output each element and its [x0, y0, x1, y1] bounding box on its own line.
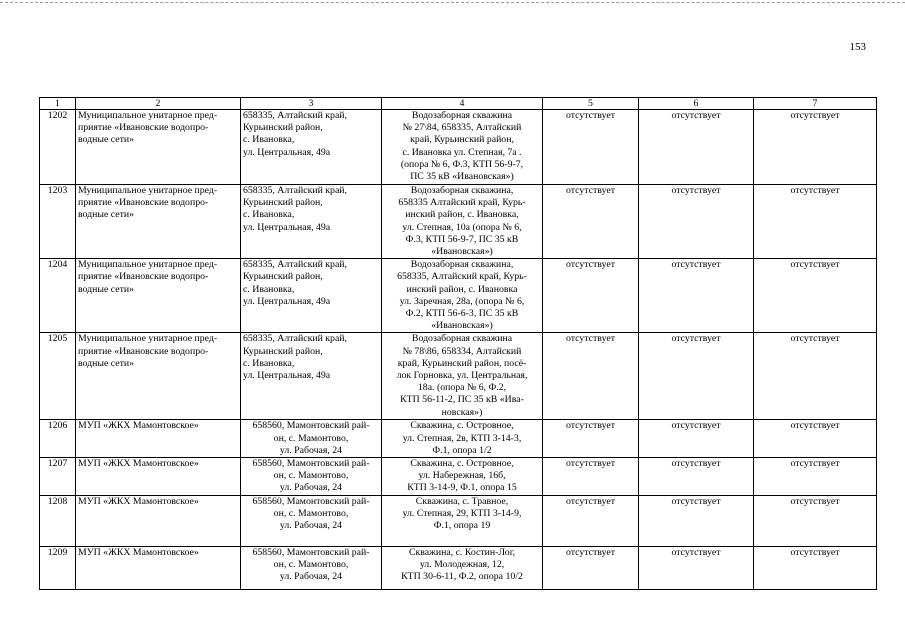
column-6-cell: отсутствует: [639, 185, 754, 259]
object-location-cell-line: с. Ивановка ул. Степная, 7а .: [402, 146, 522, 158]
table-row: [40, 333, 877, 420]
owner-address-cell-line: ул. Рабочая, 24: [279, 482, 343, 494]
owner-address-cell: [241, 495, 382, 546]
owner-address-cell-line: ул. Рабочая, 24: [279, 571, 343, 583]
column-6-cell: отсутствует: [639, 495, 754, 546]
object-location-cell-line: ул. Заречная, 28а, (опора № 6,: [399, 295, 525, 307]
owner-cell-line: МУП «ЖКХ Мамонтовское»: [78, 458, 199, 470]
column-5-cell: отсутствует: [543, 110, 639, 185]
object-location-cell-line: лок Горновка, ул. Центральная,: [396, 370, 528, 382]
owner-cell-line: приятие «Ивановские водопро-: [78, 122, 209, 134]
header-col-6: 6: [639, 98, 754, 110]
owner-cell-line: МУП «ЖКХ Мамонтовское»: [78, 420, 199, 432]
owner-address-cell: [241, 458, 382, 496]
owner-address-cell: [241, 110, 382, 185]
row-number-cell: 1203: [40, 185, 76, 259]
owner-cell-line: Муниципальное унитарное пред-: [78, 259, 218, 271]
object-location-cell-line: Водозаборная скважина,: [410, 185, 514, 196]
object-location-cell-line: КТП 30-6-11, Ф.2, опора 10/2: [401, 571, 523, 583]
owner-cell: [76, 420, 241, 458]
owner-address-cell-line: с. Ивановка,: [243, 134, 295, 146]
row-number-cell: 1208: [40, 495, 76, 546]
owner-address-cell: [241, 546, 382, 589]
object-location-cell-line: 658335 Алтайский край, Курь-: [398, 197, 526, 209]
object-location-cell-line: Скважина, с. Островное,: [410, 458, 514, 470]
owner-address-cell-line: он, с. Мамонтово,: [273, 470, 349, 482]
column-6-cell: отсутствует: [639, 420, 754, 458]
row-number-cell: 1204: [40, 259, 76, 333]
owner-cell: [76, 259, 241, 333]
object-location-cell: [382, 110, 543, 185]
owner-cell-line: Муниципальное унитарное пред-: [78, 185, 218, 196]
owner-address-cell-line: 658560, Мамонтовский рай-: [252, 458, 370, 470]
owner-address-cell-line: ул. Центральная, 49а: [243, 295, 331, 307]
owner-address-cell-line: Курьинский район,: [243, 345, 323, 357]
owner-cell: [76, 495, 241, 546]
owner-address-cell-line: Курьинский район,: [243, 197, 323, 209]
column-6-cell: отсутствует: [639, 458, 754, 496]
column-7-cell: отсутствует: [754, 546, 877, 589]
scan-edge-line: [0, 2, 905, 3]
object-location-cell-line: (опора № 6, Ф.3, КТП 56-9-7,: [400, 158, 524, 170]
owner-address-cell-line: он, с. Мамонтово,: [273, 507, 349, 519]
object-location-cell-line: ПС 35 кВ «Ивановская»): [410, 171, 514, 183]
owner-address-cell-line: 658335, Алтайский край,: [243, 185, 347, 196]
object-location-cell-line: Ф.1, опора 1/2: [432, 444, 492, 456]
column-6-cell: отсутствует: [639, 333, 754, 420]
column-5-cell: отсутствует: [543, 458, 639, 496]
object-location-cell-line: ул. Степная, 29, КТП 3-14-9,: [402, 507, 522, 519]
owner-address-cell: [241, 333, 382, 420]
header-col-5: 5: [543, 98, 639, 110]
column-5-cell: отсутствует: [543, 333, 639, 420]
object-location-cell-line: 658335, Алтайский край, Курь-: [397, 271, 527, 283]
object-location-cell: [382, 546, 543, 589]
table-row: [40, 110, 877, 185]
object-location-cell-line: край, Курьинский район,: [410, 134, 514, 146]
owner-address-cell-line: Курьинский район,: [243, 271, 323, 283]
header-col-7: 7: [754, 98, 877, 110]
owner-cell-line: Муниципальное унитарное пред-: [78, 333, 218, 345]
table-row: [40, 185, 877, 259]
header-col-3: 3: [241, 98, 382, 110]
object-location-cell-line: Водозаборная скважина,: [410, 259, 514, 271]
column-7-cell: отсутствует: [754, 333, 877, 420]
owner-address-cell-line: с. Ивановка,: [243, 283, 295, 295]
owner-address-cell-line: ул. Центральная, 49а: [243, 146, 331, 158]
object-location-cell-line: ул. Молодежная, 12,: [419, 558, 505, 570]
owner-address-cell-line: ул. Центральная, 49а: [243, 221, 331, 233]
page-number: 153: [849, 41, 866, 53]
header-col-2: 2: [76, 98, 241, 110]
owner-address-cell-line: 658335, Алтайский край,: [243, 259, 347, 271]
object-location-cell-line: Скважина, с. Костин-Лог,: [408, 546, 516, 558]
column-5-cell: отсутствует: [543, 420, 639, 458]
object-location-cell-line: Скважина, с. Островное,: [410, 420, 514, 432]
object-location-cell-line: ул. Степная, 2в, КТП 3-14-3,: [402, 432, 522, 444]
owner-cell: [76, 185, 241, 259]
column-7-cell: отсутствует: [754, 458, 877, 496]
object-location-cell-line: Водозаборная скважина: [411, 110, 513, 121]
table-header-row: [40, 98, 877, 110]
table-row: [40, 458, 877, 496]
owner-cell-line: МУП «ЖКХ Мамонтовское»: [78, 495, 199, 507]
owner-cell: [76, 546, 241, 589]
column-5-cell: отсутствует: [543, 495, 639, 546]
owner-cell-line: водные сети»: [78, 134, 135, 146]
object-location-cell: [382, 333, 543, 420]
object-location-cell-line: № 27\84, 658335, Алтайский: [402, 122, 522, 134]
column-7-cell: отсутствует: [754, 185, 877, 259]
object-location-cell-line: Водозаборная скважина: [411, 333, 513, 345]
object-location-cell-line: инский район, с. Ивановка: [406, 283, 518, 295]
column-7-cell: отсутствует: [754, 495, 877, 546]
column-6-cell: отсутствует: [639, 546, 754, 589]
owner-address-cell: [241, 259, 382, 333]
object-location-cell: [382, 458, 543, 496]
object-location-cell-line: ул. Степная, 10а (опора № 6,: [402, 221, 522, 233]
owner-cell-line: водные сети»: [78, 209, 135, 221]
owner-cell: [76, 333, 241, 420]
owner-address-cell-line: с. Ивановка,: [243, 357, 295, 369]
row-number-cell: 1209: [40, 546, 76, 589]
owner-address-cell-line: 658560, Мамонтовский рай-: [252, 546, 370, 558]
owner-address-cell-line: ул. Центральная, 49а: [243, 370, 331, 382]
object-location-cell-line: Скважина, с. Травное,: [415, 495, 509, 507]
object-location-cell-line: № 78\86, 658334, Алтайский: [402, 345, 522, 357]
column-7-cell: отсутствует: [754, 420, 877, 458]
table-row: [40, 420, 877, 458]
owner-cell-line: МУП «ЖКХ Мамонтовское»: [78, 546, 199, 558]
registry-table: [39, 97, 877, 590]
row-number-cell: 1202: [40, 110, 76, 185]
object-location-cell-line: КТП 3-14-9, Ф.1, опора 15: [407, 482, 517, 494]
header-col-1: 1: [40, 98, 76, 110]
table-row: [40, 546, 877, 589]
row-number-cell: 1205: [40, 333, 76, 420]
column-7-cell: отсутствует: [754, 110, 877, 185]
owner-address-cell: [241, 185, 382, 259]
column-6-cell: отсутствует: [639, 110, 754, 185]
owner-address-cell-line: он, с. Мамонтово,: [273, 432, 349, 444]
owner-cell: [76, 110, 241, 185]
owner-address-cell-line: он, с. Мамонтово,: [273, 558, 349, 570]
header-col-4: 4: [382, 98, 543, 110]
object-location-cell-line: «Ивановская»): [431, 320, 493, 332]
owner-address-cell-line: 658335, Алтайский край,: [243, 333, 347, 345]
object-location-cell: [382, 420, 543, 458]
owner-address-cell-line: ул. Рабочая, 24: [279, 444, 343, 456]
object-location-cell-line: край, Курьинский район, посё-: [397, 357, 527, 369]
owner-address-cell-line: 658335, Алтайский край,: [243, 110, 347, 121]
object-location-cell-line: «Ивановская»): [431, 246, 493, 258]
column-5-cell: отсутствует: [543, 546, 639, 589]
object-location-cell-line: Ф.2, КТП 56-6-3, ПС 35 кВ: [405, 308, 519, 320]
object-location-cell-line: инский район, с. Ивановка,: [405, 209, 519, 221]
column-6-cell: отсутствует: [639, 259, 754, 333]
owner-cell-line: водные сети»: [78, 283, 135, 295]
owner-cell-line: приятие «Ивановские водопро-: [78, 197, 209, 209]
table-row: [40, 495, 877, 546]
owner-cell-line: приятие «Ивановские водопро-: [78, 271, 209, 283]
owner-cell-line: водные сети»: [78, 357, 135, 369]
owner-address-cell-line: с. Ивановка,: [243, 209, 295, 221]
object-location-cell-line: ул. Набережная, 16б,: [418, 470, 506, 482]
owner-address-cell-line: Курьинский район,: [243, 122, 323, 134]
owner-address-cell-line: 658560, Мамонтовский рай-: [252, 420, 370, 432]
owner-cell: [76, 458, 241, 496]
owner-cell-line: приятие «Ивановские водопро-: [78, 345, 209, 357]
table-row: [40, 259, 877, 333]
object-location-cell-line: новская»): [441, 406, 483, 418]
table-body: [40, 110, 877, 590]
object-location-cell-line: Ф.1, опора 19: [433, 520, 491, 532]
object-location-cell: [382, 495, 543, 546]
column-5-cell: отсутствует: [543, 259, 639, 333]
object-location-cell-line: Ф.3, КТП 56-9-7, ПС 35 кВ: [405, 233, 519, 245]
object-location-cell: [382, 185, 543, 259]
column-5-cell: отсутствует: [543, 185, 639, 259]
object-location-cell-line: КТП 56-11-2, ПС 35 кВ «Ива-: [400, 394, 524, 406]
object-location-cell-line: 18а. (опора № 6, Ф.2,: [417, 382, 507, 394]
owner-cell-line: Муниципальное унитарное пред-: [78, 110, 218, 121]
owner-address-cell-line: 658560, Мамонтовский рай-: [252, 495, 370, 507]
object-location-cell: [382, 259, 543, 333]
owner-address-cell-line: ул. Рабочая, 24: [279, 520, 343, 532]
column-7-cell: отсутствует: [754, 259, 877, 333]
row-number-cell: 1207: [40, 458, 76, 496]
owner-address-cell: [241, 420, 382, 458]
row-number-cell: 1206: [40, 420, 76, 458]
